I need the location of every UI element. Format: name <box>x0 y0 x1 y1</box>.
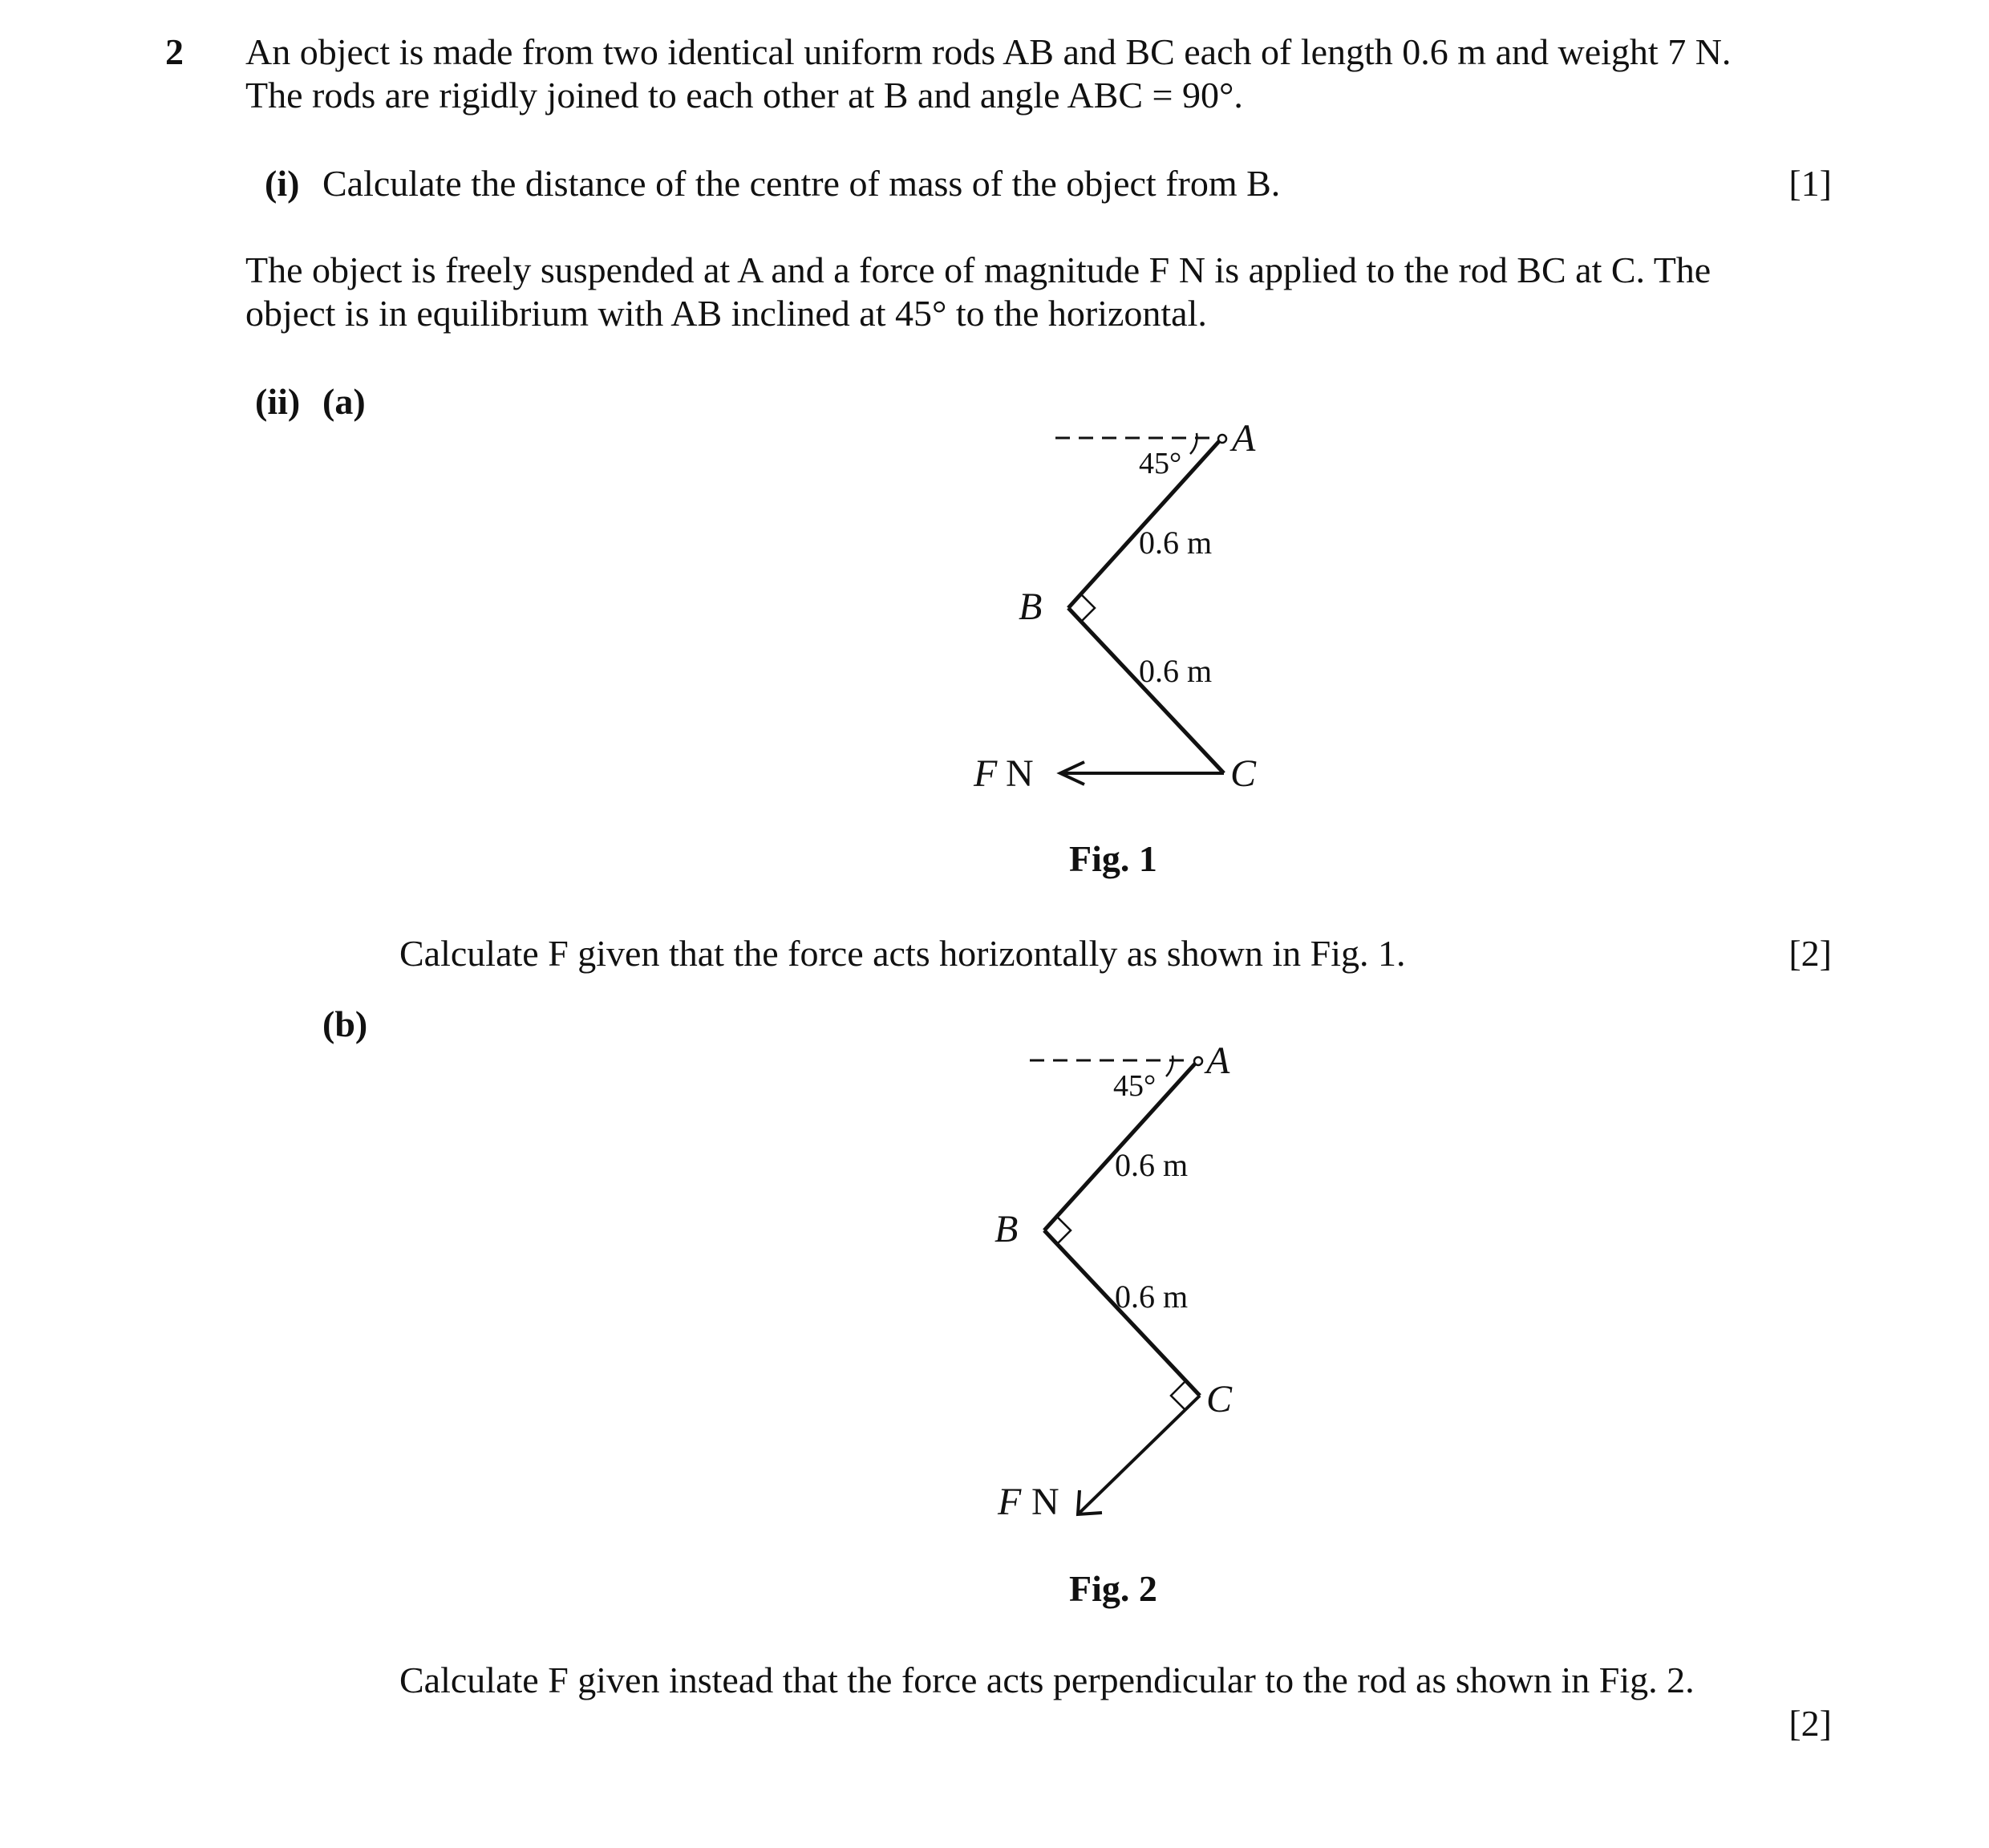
label-c: C <box>1230 752 1257 795</box>
part-ii-a-label: (a) <box>322 381 366 422</box>
fig-2-caption: Fig. 2 <box>1069 1568 1157 1609</box>
part-ii-label: (ii) <box>255 381 301 422</box>
part-ii-a-text: Calculate F given that the force acts horizontally as shown in Fig. 1. <box>399 933 1406 974</box>
label-length-bc: 0.6 m <box>1115 1279 1189 1315</box>
angle-arc <box>1166 1056 1173 1076</box>
right-angle-marker-c <box>1171 1381 1185 1410</box>
label-length-bc: 0.6 m <box>1139 653 1213 689</box>
label-force-f: F <box>998 1481 1022 1523</box>
label-c: C <box>1206 1378 1233 1420</box>
label-a: A <box>1206 1040 1230 1082</box>
part-i-marks: [1] <box>1788 163 1832 204</box>
right-angle-marker-b <box>1057 1217 1071 1244</box>
label-b: B <box>1019 586 1043 628</box>
setup-line-1: The object is freely suspended at A and a force of magnitude F N is applied to the rod BC at C. The <box>245 249 1712 290</box>
part-ii-a-marks: [2] <box>1788 933 1832 974</box>
label-force-f: F <box>974 752 998 795</box>
label-length-ab: 0.6 m <box>1115 1147 1189 1183</box>
part-ii-b-text: Calculate F given instead that the force acts perpendicular to the rod as shown in Fig. 2. <box>399 1660 1695 1700</box>
setup-line-2: object is in equilibrium with AB inclined at 45° to the horizontal. <box>245 293 1207 334</box>
intro-line-1: An object is made from two identical uniform rods AB and BC each of length 0.6 m and weight 7 N. <box>245 31 1732 72</box>
intro-line-2: The rods are rigidly joined to each other at B and angle ABC = 90°. <box>245 75 1243 116</box>
force-arrow-line <box>1078 1396 1200 1514</box>
label-force-unit: N <box>1031 1481 1059 1523</box>
question-number: 2 <box>165 31 184 72</box>
label-angle: 45° <box>1113 1069 1157 1103</box>
label-length-ab: 0.6 m <box>1139 525 1213 561</box>
part-i-text: Calculate the distance of the centre of mass of the object from B. <box>322 163 1281 204</box>
label-angle: 45° <box>1139 447 1182 480</box>
label-force-unit: N <box>1006 752 1034 795</box>
part-i-label: (i) <box>265 163 300 204</box>
label-a: A <box>1232 417 1256 460</box>
part-ii-b-label: (b) <box>322 1003 368 1044</box>
pivot-a <box>1194 1057 1202 1065</box>
part-ii-b-marks: [2] <box>1788 1703 1832 1744</box>
label-b: B <box>994 1208 1019 1250</box>
fig-1-caption: Fig. 1 <box>1069 838 1157 879</box>
